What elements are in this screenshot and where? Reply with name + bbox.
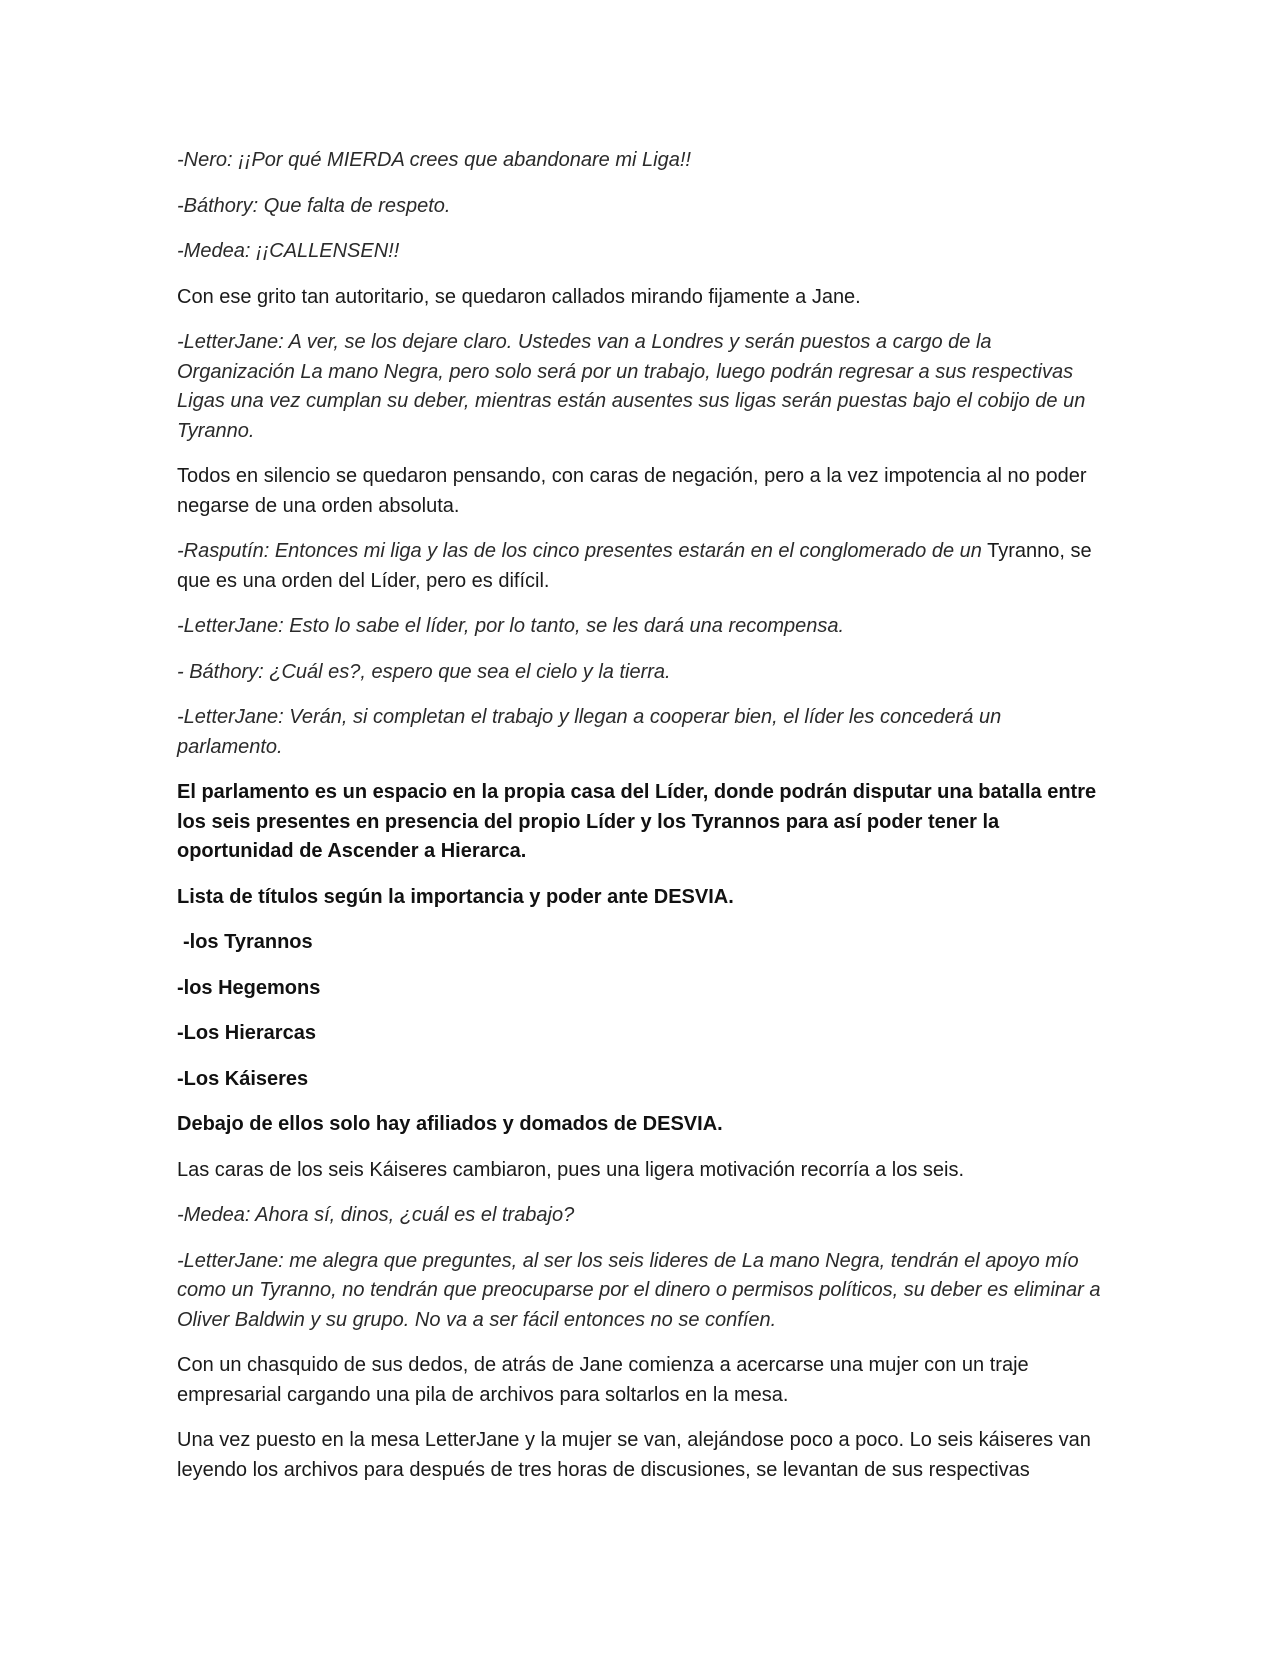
dialogue-bathory-1: -Báthory: Que falta de respeto.: [177, 194, 451, 217]
title-item-hierarcas: -Los Hierarcas: [177, 1022, 316, 1044]
title-item-kaiseres: -Los Káiseres: [177, 1067, 309, 1090]
dialogue-nero: -Nero: ¡¡Por qué MIERDA crees que abandonare mi Liga!!: [177, 149, 691, 171]
dialogue-rasputin-italic: -Rasputín: Entonces mi liga y las de los cinco presentes estarán en el conglomerado de un: [177, 540, 982, 562]
titles-list-footer: Debajo de ellos solo hay afiliados y domados de DESVIA.: [177, 1113, 723, 1135]
document-body: [177, 146, 1107, 1501]
title-item-tyrannos: -los Tyrannos: [183, 931, 313, 953]
titles-list-heading: Lista de títulos según la importancia y poder ante DESVIA.: [177, 885, 734, 908]
parlamento-description: El parlamento es un espacio en la propia casa del Líder, donde podrán disputar una batalla entre los seis presentes en presencia del propio Líder y los Tyrannos para así poder tener la oportunidad de Ascender a Hierarca.: [177, 781, 1097, 862]
dialogue-letterjane-3: -LetterJane: Verán, si completan el trabajo y llegan a cooperar bien, el líder les concederá un parlamento.: [177, 706, 1002, 758]
dialogue-rasputin: [177, 537, 1107, 596]
narration-4: Con un chasquido de sus dedos, de atrás de Jane comienza a acercarse una mujer con un traje empresarial cargando una pila de archivos para soltarlos en la mesa.: [177, 1354, 1029, 1406]
narration-1: Con ese grito tan autoritario, se quedaron callados mirando fijamente a Jane.: [177, 285, 861, 308]
dialogue-medea-2: -Medea: Ahora sí, dinos, ¿cuál es el trabajo?: [177, 1204, 575, 1226]
narration-5: Una vez puesto en la mesa LetterJane y la mujer se van, alejándose poco a poco. Lo seis káiseres van leyendo los archivos para después de tres horas de discusiones, se levantan de sus respectivas: [177, 1429, 1091, 1481]
narration-3: Las caras de los seis Káiseres cambiaron, pues una ligera motivación recorría a los seis.: [177, 1158, 965, 1181]
dialogue-bathory-2: - Báthory: ¿Cuál es?, espero que sea el cielo y la tierra.: [177, 660, 671, 683]
dialogue-letterjane-1: -LetterJane: A ver, se los dejare claro. Ustedes van a Londres y serán puestos a cargo de la Organización La mano Negra, pero solo será por un trabajo, luego podrán regresar a sus respectivas Ligas una vez cumplan su deber, mientras están ausentes sus ligas serán puestas bajo el cobijo de un Tyranno.: [177, 331, 1086, 442]
narration-2: Todos en silencio se quedaron pensando, con caras de negación, pero a la vez impotencia al no poder negarse de una orden absoluta.: [177, 465, 1087, 517]
title-item-hegemons: -los Hegemons: [177, 976, 321, 999]
dialogue-rasputin-normal: Tyranno, se que es una orden del Líder, pero es difícil.: [177, 540, 1092, 592]
dialogue-letterjane-2: -LetterJane: Esto lo sabe el líder, por lo tanto, se les dará una recompensa.: [177, 615, 845, 637]
dialogue-medea-1: -Medea: ¡¡CALLENSEN!!: [177, 240, 400, 262]
dialogue-letterjane-4: -LetterJane: me alegra que preguntes, al ser los seis lideres de La mano Negra, tendrán el apoyo mío como un Tyranno, no tendrán que preocuparse por el dinero o permisos políticos, su deber es eliminar a Oliver Baldwin y su grupo. No va a ser fácil entonces no se confíen.: [177, 1249, 1101, 1331]
